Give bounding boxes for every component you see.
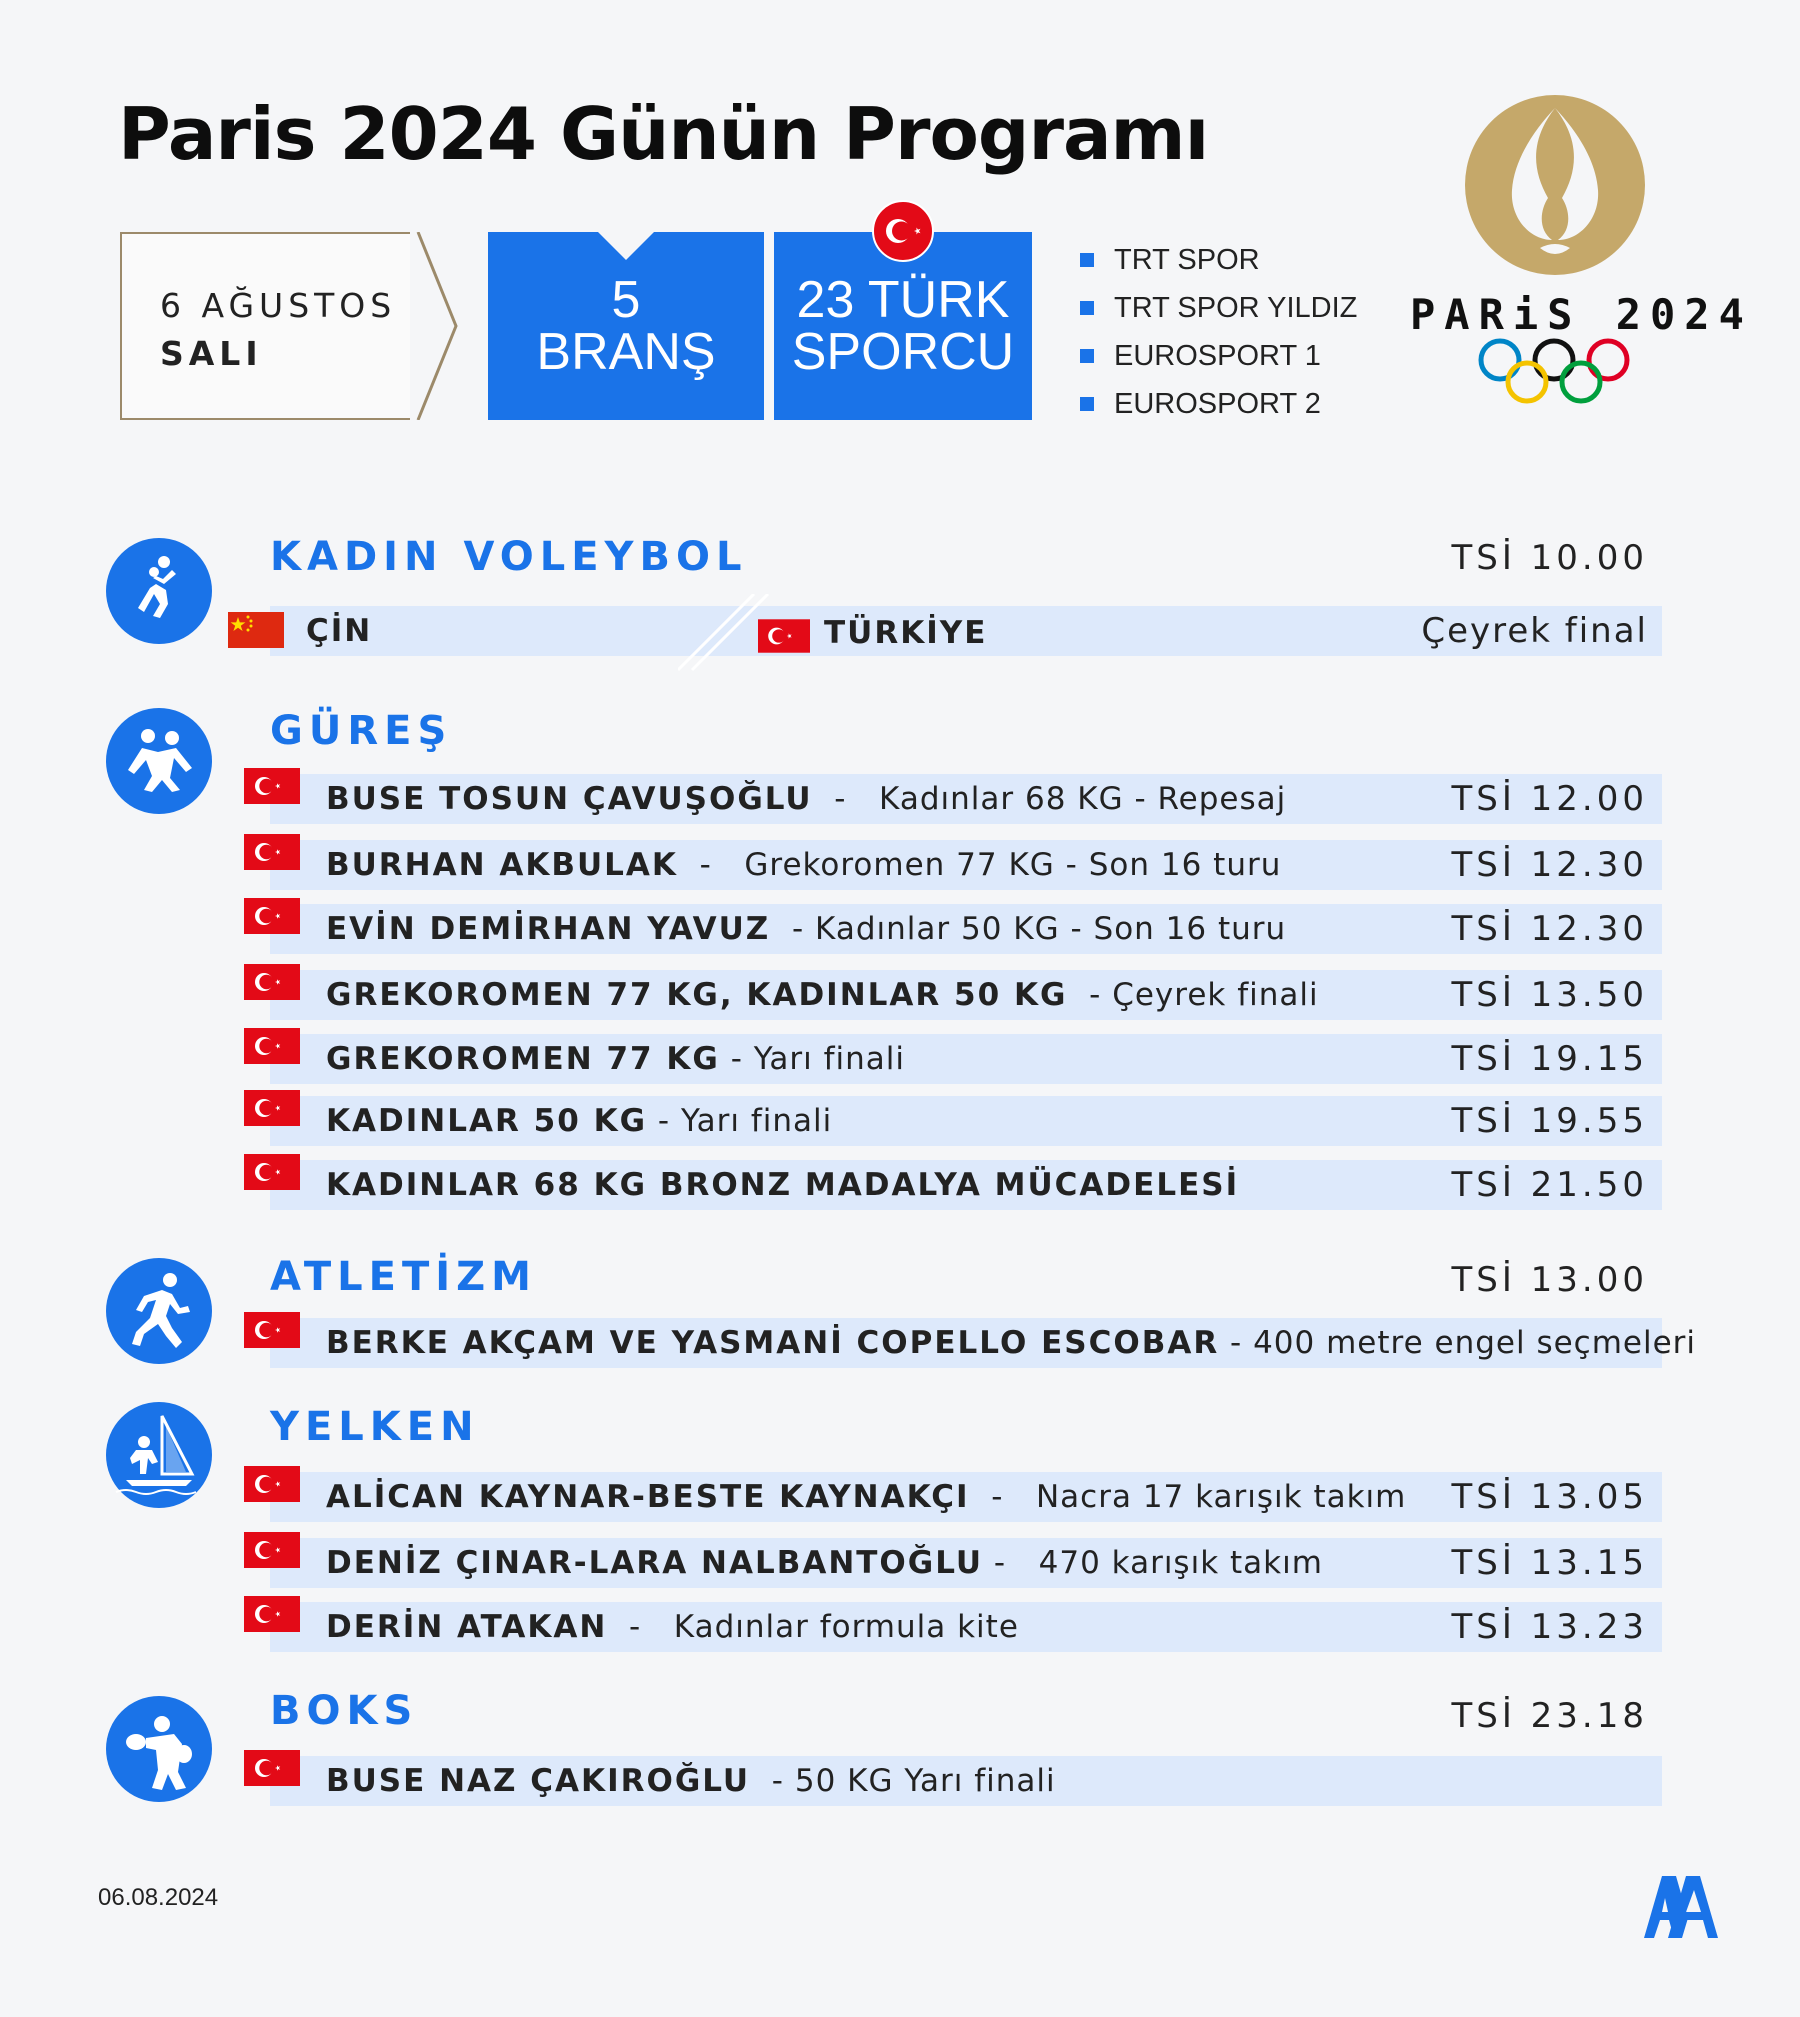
event-detail: - 400 metre engel seçmeleri: [1219, 1325, 1697, 1361]
row-text: [326, 1318, 1696, 1368]
stat-athletes-number: 23 TÜRK: [796, 271, 1010, 329]
team2-name: TÜRKİYE: [824, 615, 988, 651]
turkey-flag-icon: [244, 1532, 300, 1568]
event-detail: - Nacra 17 karışık takım: [969, 1479, 1407, 1515]
row-text: [326, 1096, 832, 1146]
paris-2024-logo-text: PARiS 2024: [1410, 290, 1753, 339]
event-time: TSİ 12.00: [1451, 779, 1648, 819]
row-text: [326, 1756, 1056, 1806]
event-time: TSİ 13.23: [1451, 1607, 1648, 1647]
section-title-boxing: BOKS: [270, 1688, 419, 1734]
athlete-name: BURHAN AKBULAK: [326, 847, 678, 883]
olympic-rings-icon: [1478, 336, 1630, 410]
date-day: 6 AĞUSTOS: [160, 286, 397, 325]
athlete-name: DERİN ATAKAN: [326, 1609, 608, 1645]
china-flag-icon: [228, 612, 284, 648]
match-stage: Çeyrek final: [1421, 611, 1648, 651]
stat-athletes-label: SPORCU: [791, 323, 1015, 381]
event-time: TSİ 13.15: [1451, 1543, 1648, 1583]
row-text: [326, 1602, 1019, 1652]
section-time-athletics: TSİ 13.00: [1451, 1260, 1648, 1300]
running-icon: [106, 1258, 212, 1364]
event-detail: - Yarı finali: [647, 1103, 833, 1139]
sailing-icon: [106, 1402, 212, 1508]
footer-date: 06.08.2024: [98, 1884, 219, 1911]
row-text: [326, 970, 1319, 1020]
turkey-flag-icon: [244, 1028, 300, 1064]
section-title-volleyball: KADIN VOLEYBOL: [270, 534, 748, 580]
row-text: [326, 904, 1286, 954]
athlete-name: DENİZ ÇINAR-LARA NALBANTOĞLU: [326, 1545, 984, 1581]
event-detail: - Grekoromen 77 KG - Son 16 turu: [677, 847, 1282, 883]
athlete-name: EVİN DEMİRHAN YAVUZ: [326, 911, 771, 947]
channel-item: TRT SPOR: [1080, 236, 1357, 284]
date-chevron-icon: [404, 232, 458, 420]
boxing-icon: [106, 1696, 212, 1802]
turkey-flag-icon: [244, 1596, 300, 1632]
channel-item: TRT SPOR YILDIZ: [1080, 284, 1357, 332]
row-text: [326, 1034, 905, 1084]
stat-branches-label: BRANŞ: [536, 323, 716, 381]
event-detail: - Çeyrek finali: [1067, 977, 1319, 1013]
turkey-flag-icon: [244, 1466, 300, 1502]
section-title-athletics: ATLETİZM: [270, 1254, 537, 1300]
aa-logo-icon: [1640, 1868, 1720, 1940]
volleyball-icon: [106, 538, 212, 644]
turkey-flag-icon: [244, 1154, 300, 1190]
team1-name: ÇİN: [306, 613, 373, 649]
row-text: [326, 774, 1286, 824]
athlete-name: BUSE NAZ ÇAKIROĞLU: [326, 1763, 751, 1799]
turkey-flag-icon: [244, 964, 300, 1000]
event-time: TSİ 13.05: [1451, 1477, 1648, 1517]
paris-flame-logo-icon: [1460, 90, 1650, 280]
stat-branches-number: 5: [611, 271, 641, 329]
section-title-sailing: YELKEN: [270, 1404, 480, 1450]
event-time: TSİ 19.15: [1451, 1039, 1648, 1079]
wrestling-icon: [106, 708, 212, 814]
turkey-flag-icon: [244, 1090, 300, 1126]
page-title: Paris 2024 Günün Programı: [118, 92, 1209, 176]
athlete-name: KADINLAR 50 KG: [326, 1103, 648, 1139]
turkey-flag-icon: [244, 1750, 300, 1786]
section-title-wrestling: GÜREŞ: [270, 708, 453, 754]
row-text: [326, 1160, 1239, 1210]
event-time: TSİ 19.55: [1451, 1101, 1648, 1141]
channel-item: EUROSPORT 2: [1080, 380, 1357, 428]
event-time: TSİ 21.50: [1451, 1165, 1648, 1205]
event-time: TSİ 13.50: [1451, 975, 1648, 1015]
channel-list: [1080, 236, 1357, 428]
event-detail: - 50 KG Yarı finali: [750, 1763, 1056, 1799]
turkey-flag-icon: [244, 768, 300, 804]
date-weekday: SALI: [160, 334, 263, 373]
event-time: TSİ 12.30: [1451, 909, 1648, 949]
turkey-flag-icon: [244, 834, 300, 870]
athlete-name: ALİCAN KAYNAR-BESTE KAYNAKÇI: [326, 1479, 970, 1515]
section-time-volleyball: TSİ 10.00: [1451, 538, 1648, 578]
event-time: TSİ 12.30: [1451, 845, 1648, 885]
event-detail: - Kadınlar 68 KG - Repesaj: [812, 781, 1287, 817]
date-box: [120, 232, 410, 420]
section-time-boxing: TSİ 23.18: [1451, 1696, 1648, 1736]
turkey-flag-icon: [244, 1312, 300, 1348]
athlete-name: BERKE AKÇAM VE YASMANİ COPELLO ESCOBAR: [326, 1325, 1220, 1361]
athlete-name: GREKOROMEN 77 KG: [326, 1041, 720, 1077]
event-detail: - Kadınlar 50 KG - Son 16 turu: [770, 911, 1287, 947]
athlete-name: BUSE TOSUN ÇAVUŞOĞLU: [326, 781, 813, 817]
event-detail: - 470 karışık takım: [983, 1545, 1323, 1581]
athlete-name: KADINLAR 68 KG BRONZ MADALYA MÜCADELESİ: [326, 1167, 1240, 1203]
event-detail: - Yarı finali: [719, 1041, 906, 1077]
event-detail: - Kadınlar formula kite: [607, 1609, 1019, 1645]
notch-icon: [596, 230, 656, 264]
row-text: [326, 1538, 1323, 1588]
athlete-name: GREKOROMEN 77 KG, KADINLAR 50 KG: [326, 977, 1068, 1013]
turkey-flag-icon: [244, 898, 300, 934]
row-text: [326, 1472, 1406, 1522]
row-text: [326, 840, 1281, 890]
turkey-flag-circle-icon: [872, 200, 934, 262]
turkey-flag-icon: [758, 619, 810, 653]
channel-item: EUROSPORT 1: [1080, 332, 1357, 380]
